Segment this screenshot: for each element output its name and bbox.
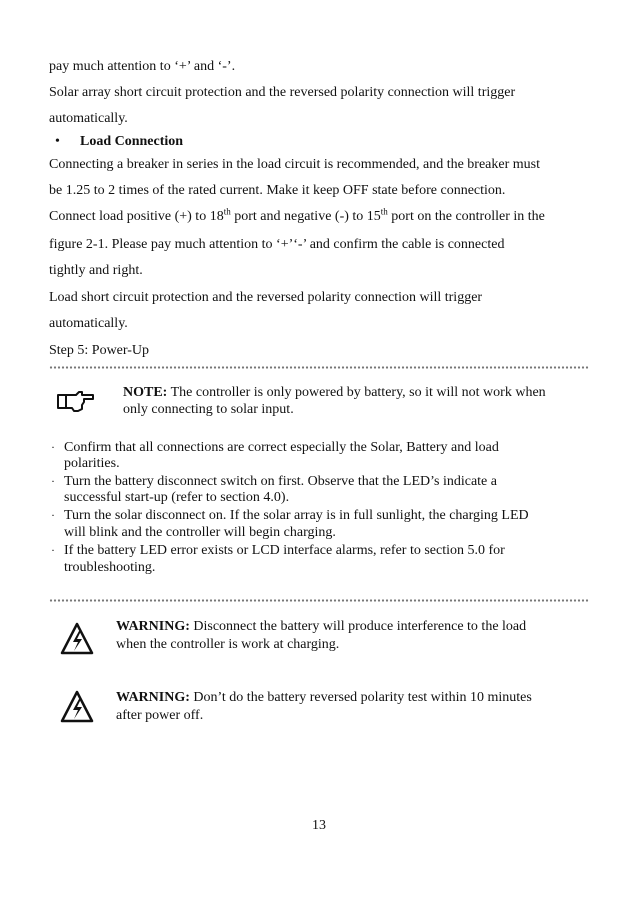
- pointing-hand-icon: [56, 388, 96, 419]
- warning-line: when the controller is work at charging.: [116, 637, 340, 652]
- bullet-icon: ·: [51, 474, 55, 488]
- list-item: polarities.: [64, 456, 120, 471]
- text-line: be 1.25 to 2 times of the rated current. Make it keep OFF state before connection.: [49, 183, 506, 198]
- list-item: troubleshooting.: [64, 560, 156, 575]
- bullet-icon: ·: [51, 543, 55, 557]
- text-line: Connect load positive (+) to 18th port and negative (-) to 15th port on the controller in the: [49, 206, 545, 224]
- note-line: NOTE: The controller is only powered by battery, so it will not work when: [123, 385, 546, 400]
- warning-line: after power off.: [116, 708, 204, 723]
- text-line: figure 2-1. Please pay much attention to ‘+’‘-’ and confirm the cable is connected: [49, 237, 505, 252]
- warning-line: WARNING: Disconnect the battery will produce interference to the load: [116, 619, 527, 634]
- list-item: If the battery LED error exists or LCD interface alarms, refer to section 5.0 for: [64, 543, 505, 558]
- lightning-warning-icon: [60, 690, 94, 729]
- note-label: NOTE:: [123, 385, 168, 400]
- text-line: automatically.: [49, 111, 128, 126]
- bullet-icon: ·: [51, 508, 55, 522]
- list-item: Turn the solar disconnect on. If the solar array is in full sunlight, the charging LED: [64, 508, 529, 523]
- text-line: automatically.: [49, 316, 128, 331]
- list-item: will blink and the controller will begin charging.: [64, 525, 336, 540]
- text-line: pay much attention to ‘+’ and ‘-’.: [49, 59, 236, 74]
- warning-line: WARNING: Don’t do the battery reversed polarity test within 10 minutes: [116, 690, 532, 705]
- page-number: 13: [312, 818, 326, 833]
- list-item: Confirm that all connections are correct especially the Solar, Battery and load: [64, 440, 499, 455]
- bullet-icon: ·: [51, 440, 55, 454]
- warning-label: WARNING:: [116, 619, 190, 634]
- bullet-icon: •: [55, 134, 60, 149]
- step-heading: Step 5: Power-Up: [49, 343, 150, 358]
- text-line: Load short circuit protection and the reversed polarity connection will trigger: [49, 290, 483, 305]
- dotted-divider: [49, 366, 589, 369]
- lightning-warning-icon: [60, 622, 94, 661]
- warning-label: WARNING:: [116, 690, 190, 705]
- note-line: only connecting to solar input.: [123, 402, 294, 417]
- text-line: Solar array short circuit protection and the reversed polarity connection will trigger: [49, 85, 516, 100]
- list-item: successful start-up (refer to section 4.0).: [64, 490, 290, 505]
- text-line: tightly and right.: [49, 263, 143, 278]
- dotted-divider: [49, 599, 589, 602]
- load-connection-heading: Load Connection: [80, 134, 184, 149]
- list-item: Turn the battery disconnect switch on first. Observe that the LED’s indicate a: [64, 474, 497, 489]
- text-line: Connecting a breaker in series in the load circuit is recommended, and the breaker must: [49, 157, 540, 172]
